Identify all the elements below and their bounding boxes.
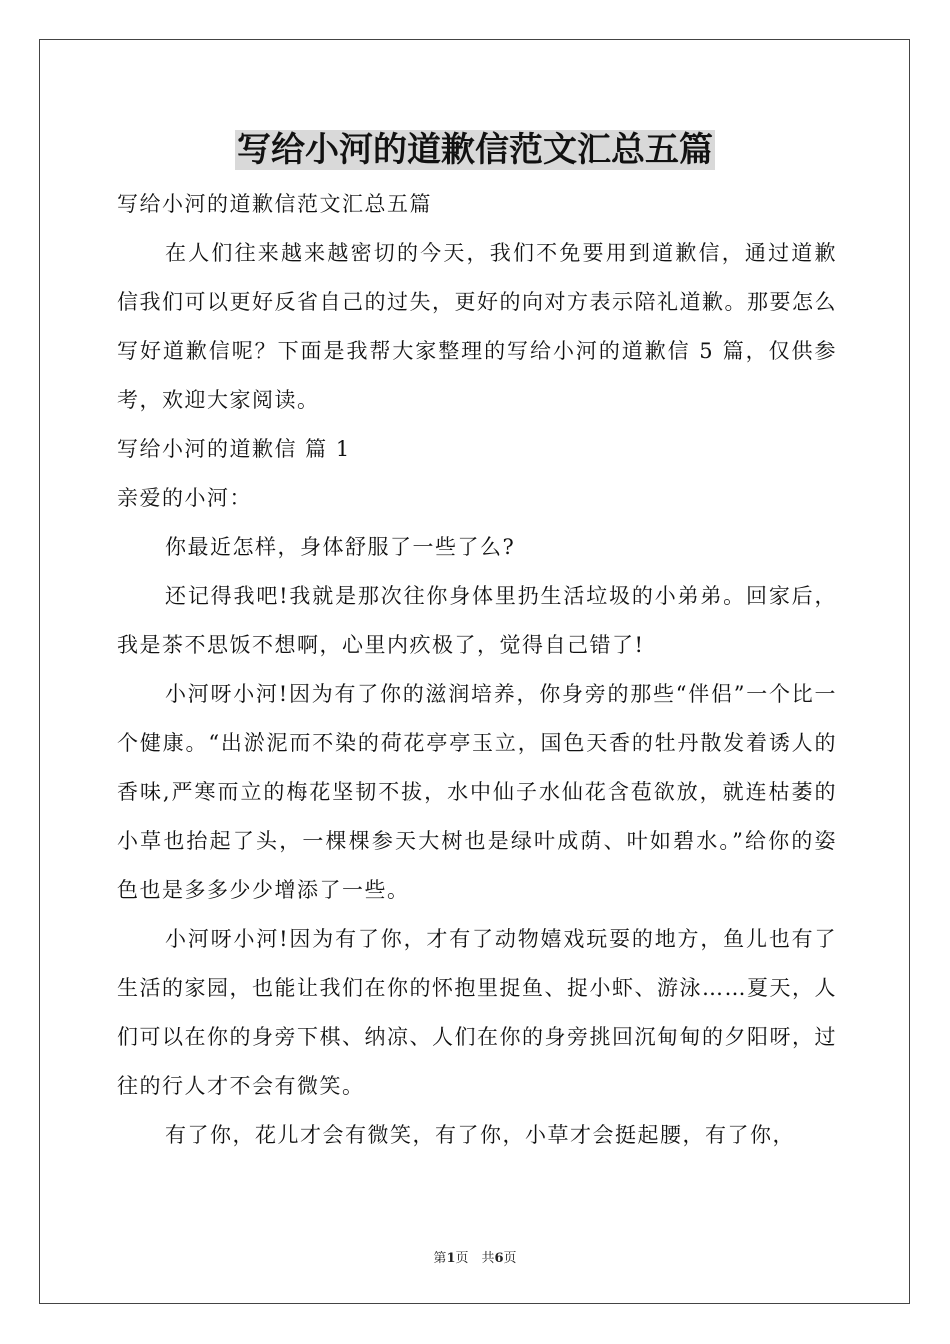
total-page-count: 6 — [494, 1251, 504, 1266]
document-body — [117, 180, 837, 1160]
section-heading: 写给小河的道歉信 篇 1 — [117, 437, 351, 461]
body-paragraph: 小河呀小河!因为有了你的滋润培养，你身旁的那些“伴侣”一个比一个健康。“出淤泥而不染的荷花亭亭玉立，国色天香的牡丹散发着诱人的香味,严寒而立的梅花坚韧不拔，水中仙子水仙花含苞欲放，就连枯萎的小草也抬起了头，一棵棵参天大树也是绿叶成荫、叶如碧水。”给你的姿色也是多多少少增添了一些。 — [117, 682, 837, 902]
body-paragraph: 小河呀小河!因为有了你，才有了动物嬉戏玩耍的地方，鱼儿也有了生活的家园，也能让我们在你的怀抱里捉鱼、捉小虾、游泳……夏天，人们可以在你的身旁下棋、纳凉、人们在你的身旁挑回沉甸甸的夕阳呀，过往的行人才不会有微笑。 — [117, 927, 837, 1098]
body-paragraph: 在人们往来越来越密切的今天，我们不免要用到道歉信，通过道歉信我们可以更好反省自己的过失，更好的向对方表示陪礼道歉。那要怎么写好道歉信呢？下面是我帮大家整理的写给小河的道歉信 5 篇，仅供参考，欢迎大家阅读。 — [117, 241, 837, 412]
current-page-number: 1 — [446, 1251, 456, 1266]
body-paragraph: 你最近怎样，身体舒服了一些了么? — [165, 535, 516, 559]
footer-middle: 页 共 — [455, 1251, 495, 1266]
body-paragraph: 有了你，花儿才会有微笑，有了你，小草才会挺起腰，有了你， — [165, 1123, 795, 1147]
document-title-text: 写给小河的道歉信范文汇总五篇 — [237, 130, 713, 170]
body-paragraph: 写给小河的道歉信范文汇总五篇 — [117, 192, 432, 216]
footer-suffix: 页 — [503, 1251, 517, 1266]
document-title — [0, 128, 950, 172]
salutation: 亲爱的小河： — [117, 486, 252, 510]
body-paragraph: 还记得我吧!我就是那次往你身体里扔生活垃圾的小弟弟。回家后，我是茶不思饭不想啊，心里内疚极了，觉得自己错了! — [117, 584, 837, 657]
page-footer — [0, 1247, 950, 1266]
footer-prefix: 第 — [433, 1251, 447, 1266]
